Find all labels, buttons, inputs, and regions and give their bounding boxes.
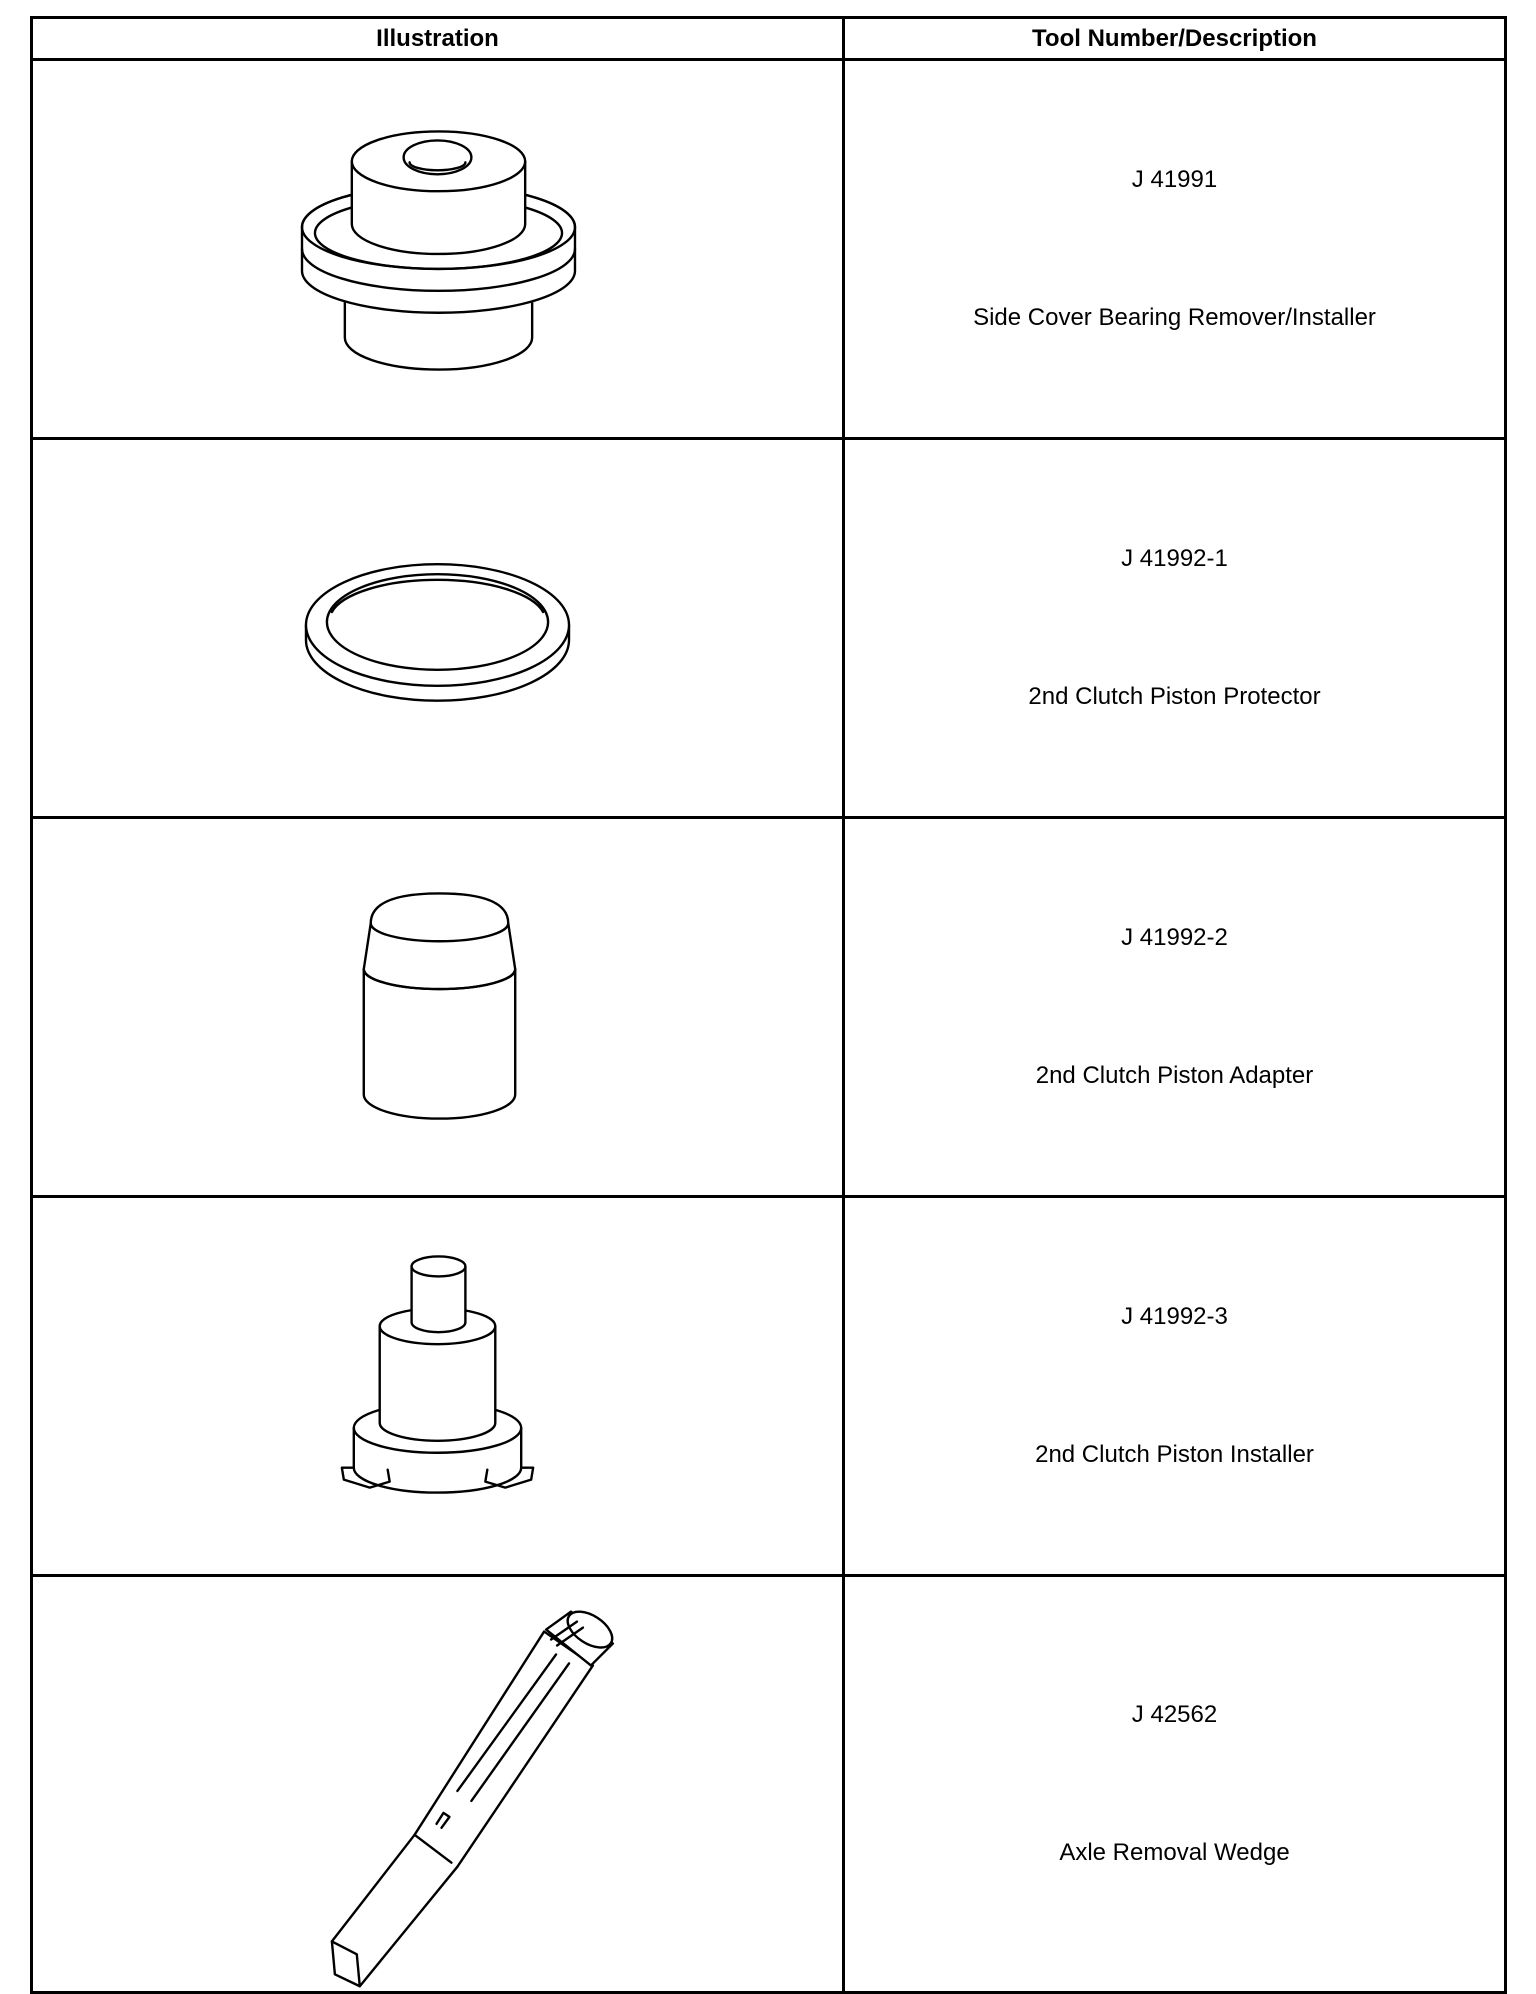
illustration-cell: [32, 818, 844, 1197]
header-illustration: Illustration: [32, 18, 844, 60]
table-row: [32, 1197, 1506, 1576]
table-row: [32, 1576, 1506, 1993]
axle-removal-wedge-icon: [33, 1577, 842, 1991]
tool-description: Side Cover Bearing Remover/Installer: [973, 304, 1376, 331]
description-cell: [844, 1576, 1506, 1993]
description-cell: [844, 60, 1506, 439]
tool-description: 2nd Clutch Piston Protector: [1028, 683, 1321, 710]
header-tool-number-description: Tool Number/Description: [844, 18, 1506, 60]
piston-installer-icon: [33, 1198, 842, 1574]
tool-number: J 41991: [1131, 166, 1218, 193]
illustration-cell: [32, 1197, 844, 1576]
description-cell: [844, 1197, 1506, 1576]
bearing-remover-installer-icon: [33, 61, 842, 437]
table-row: [32, 818, 1506, 1197]
illustration-cell: [32, 439, 844, 818]
description-cell: [844, 818, 1506, 1197]
tool-description: 2nd Clutch Piston Adapter: [1035, 1062, 1314, 1089]
illustration-cell: [32, 1576, 844, 1993]
tool-number: J 42562: [1131, 1701, 1218, 1728]
tool-description: 2nd Clutch Piston Installer: [1035, 1441, 1314, 1468]
piston-adapter-cylinder-icon: [33, 819, 842, 1195]
tool-table: [30, 16, 1507, 1994]
table-row: [32, 60, 1506, 439]
tool-number: J 41992-2: [1121, 924, 1228, 951]
table-row: [32, 439, 1506, 818]
tool-number: J 41992-3: [1121, 1303, 1228, 1330]
illustration-cell: [32, 60, 844, 439]
header-row: [32, 18, 1506, 60]
description-cell: [844, 439, 1506, 818]
tool-description: Axle Removal Wedge: [1059, 1839, 1290, 1866]
tool-number: J 41992-1: [1121, 545, 1228, 572]
piston-protector-ring-icon: [33, 440, 842, 816]
